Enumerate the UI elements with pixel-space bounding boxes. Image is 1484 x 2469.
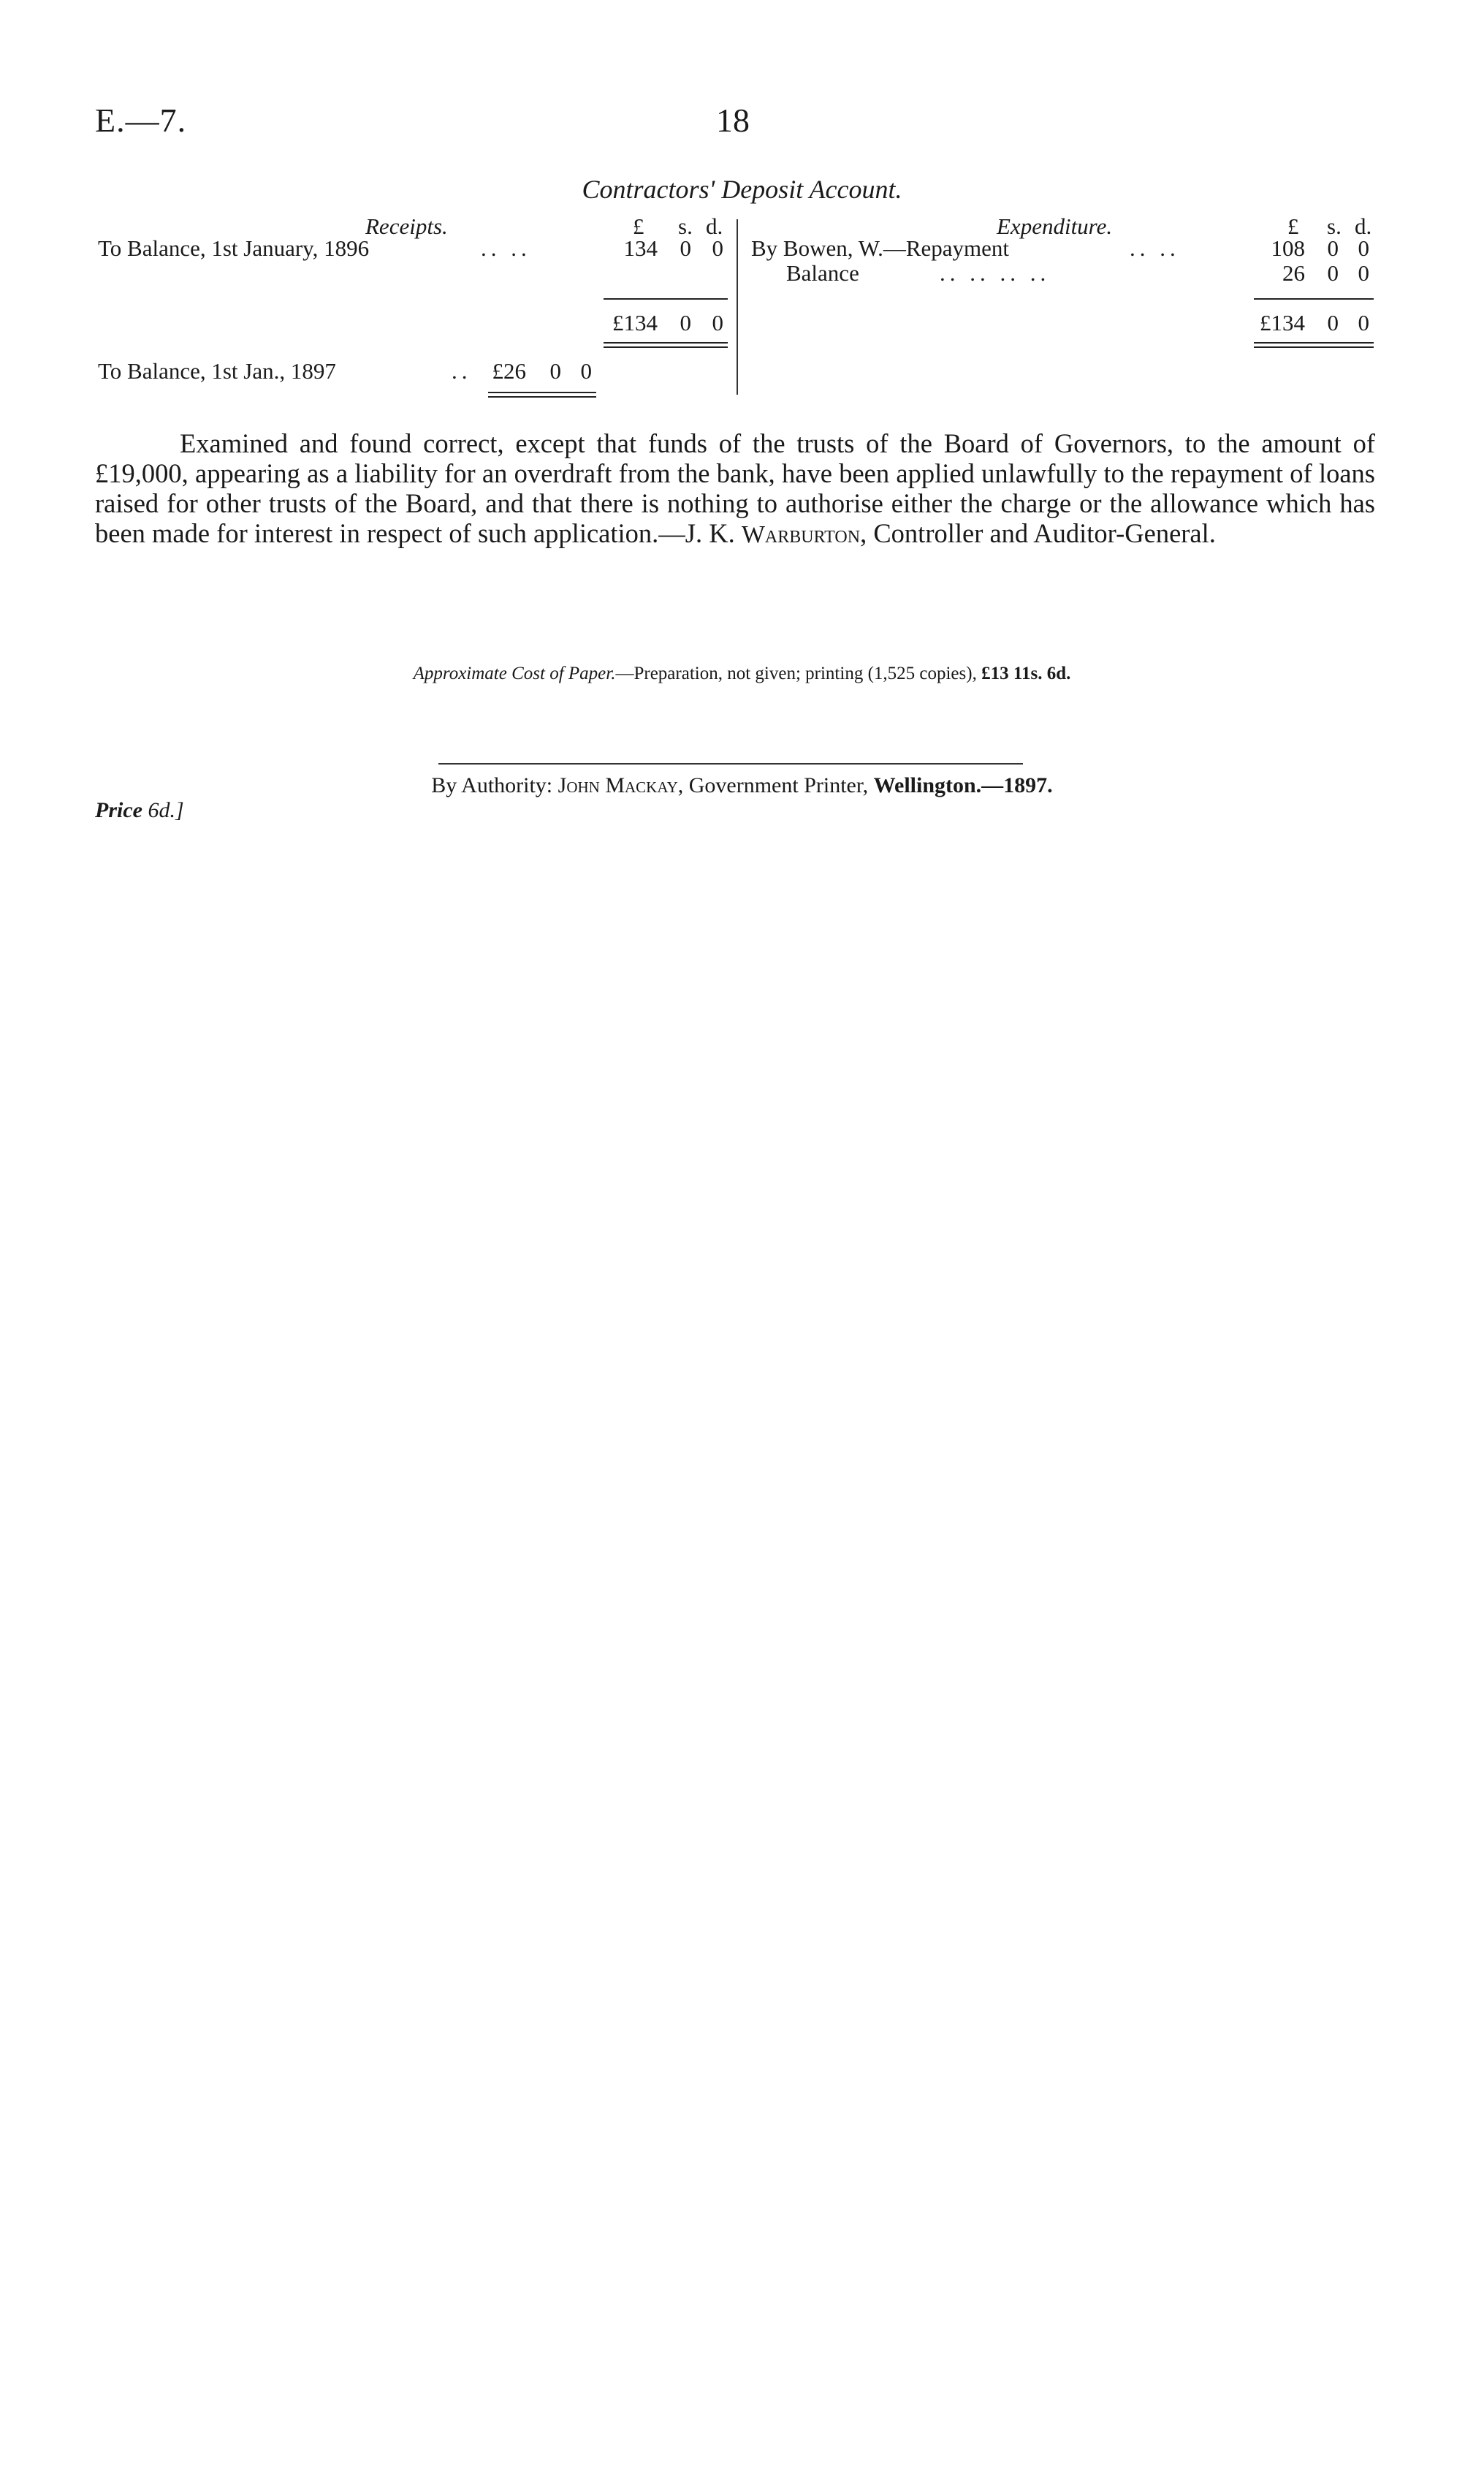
- cost-label: Approximate Cost of Paper.: [413, 664, 616, 683]
- receipts-heading: Receipts.: [365, 213, 448, 239]
- expenditure-total-double-rule-2: [1254, 346, 1374, 348]
- imprint: [0, 773, 1484, 798]
- expenditure-row-bowen-label: By Bowen, W.—Repayment: [751, 235, 1010, 261]
- receipts-total-double-rule-1: [604, 342, 728, 344]
- expenditure-shillings-heading: s.: [1327, 213, 1342, 239]
- auditor-name: Warburton: [741, 521, 861, 548]
- cost-of-paper: [0, 664, 1484, 684]
- auditor-certificate-text: Examined and found correct, except that funds of the trusts of the Board of Governors, to the amount of £19,000, appearing as a liability for an overdraft from the bank, have been applied unlawfully to the repayment of loans raised for other trusts of the Board, and that there is nothing to authorise either the charge or the allowance which has been made for interest in respect of such application.—J. K.: [95, 428, 1375, 548]
- receipts-row-pounds: 134: [623, 235, 658, 261]
- expenditure-pounds-heading: £: [1287, 213, 1299, 239]
- receipts-row-label: To Balance, 1st January, 1896: [98, 235, 370, 261]
- account-divider: [737, 219, 738, 395]
- receipts-shillings-heading: s.: [678, 213, 693, 239]
- receipts-row-shillings: 0: [680, 235, 691, 261]
- expenditure-heading: Expenditure.: [997, 213, 1113, 239]
- price-value: 6d.]: [142, 798, 184, 822]
- cost-amount: £13 11s. 6d.: [981, 664, 1071, 683]
- receipts-row-leaders: .. ..: [481, 235, 531, 261]
- price: [95, 798, 184, 823]
- imprint-middle: , Government Printer,: [677, 773, 874, 797]
- imprint-prefix: By Authority:: [431, 773, 558, 797]
- expenditure-row-bowen-shillings: 0: [1327, 235, 1339, 261]
- expenditure-row-balance-label: Balance: [786, 260, 859, 286]
- report-reference: E.—7.: [95, 102, 187, 139]
- expenditure-total-rule: [1254, 298, 1374, 300]
- balance-carried-label: To Balance, 1st Jan., 1897: [98, 358, 336, 384]
- expenditure-row-bowen-pounds: 108: [1271, 235, 1305, 261]
- imprint-rule: [438, 763, 1023, 765]
- page-number: 18: [716, 102, 750, 139]
- expenditure-total-double-rule-1: [1254, 342, 1374, 344]
- receipts-total-pence: 0: [712, 310, 723, 335]
- expenditure-total-shillings: 0: [1327, 310, 1339, 335]
- balance-carried-pence: 0: [580, 358, 592, 384]
- expenditure-pence-heading: d.: [1355, 213, 1372, 239]
- receipts-row-pence: 0: [712, 235, 723, 261]
- receipts-total-rule: [604, 298, 728, 300]
- expenditure-row-bowen-pence: 0: [1358, 235, 1369, 261]
- balance-carried-shillings: 0: [549, 358, 561, 384]
- auditor-title: , Controller and Auditor-General.: [860, 518, 1216, 548]
- account-title: Contractors' Deposit Account.: [582, 175, 902, 204]
- receipts-total-double-rule-2: [604, 346, 728, 348]
- expenditure-row-balance-pence: 0: [1358, 260, 1369, 286]
- expenditure-row-balance-leaders: .. .. .. ..: [940, 260, 1051, 286]
- receipts-total-shillings: 0: [680, 310, 691, 335]
- expenditure-row-balance-pounds: 26: [1282, 260, 1305, 286]
- cost-text: —Preparation, not given; printing (1,525 copies),: [615, 664, 982, 683]
- balance-carried-pounds: £26: [492, 358, 526, 384]
- receipts-total-pounds: £134: [612, 310, 658, 335]
- balance-carried-rule-1: [488, 392, 596, 393]
- imprint-place-year: Wellington.—1897.: [873, 773, 1053, 797]
- receipts-pence-heading: d.: [706, 213, 723, 239]
- expenditure-total-pence: 0: [1358, 310, 1369, 335]
- expenditure-row-balance-shillings: 0: [1327, 260, 1339, 286]
- balance-carried-leaders: ..: [452, 358, 472, 384]
- price-label: Price: [95, 798, 142, 822]
- imprint-printer: John Mackay: [558, 773, 678, 797]
- balance-carried-rule-2: [488, 396, 596, 398]
- auditor-certificate: [95, 428, 1375, 550]
- expenditure-total-pounds: £134: [1260, 310, 1305, 335]
- expenditure-row-bowen-leaders: .. ..: [1130, 235, 1180, 261]
- receipts-pounds-heading: £: [633, 213, 644, 239]
